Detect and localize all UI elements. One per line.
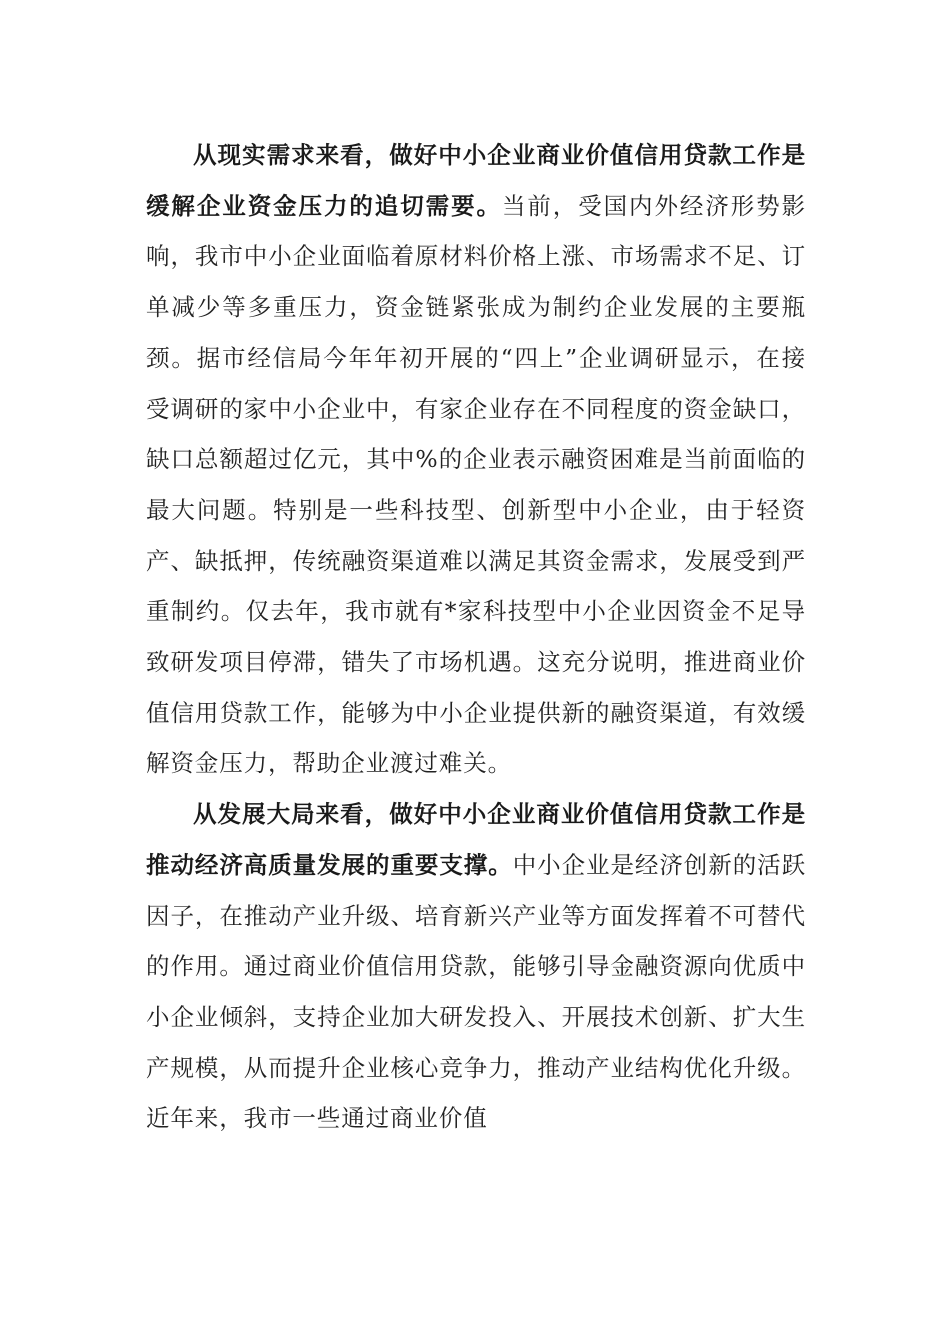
document-body	[146, 130, 806, 1144]
paragraph-1	[146, 130, 806, 789]
paragraph-2	[146, 789, 806, 1144]
paragraph-2-body: 中小企业是经济创新的活跃因子，在推动产业升级、培育新兴产业等方面发挥着不可替代的作用。通过商业价值信用贷款，能够引导金融资源向优质中小企业倾斜，支持企业加大研发投入、开展技术创新、扩大生产规模，从而提升企业核心竞争力，推动产业结构优化升级。近年来，我市一些通过商业价值	[146, 850, 806, 1133]
paragraph-1-lead: 从现实需求来看，做好中小企业商业价值信用贷款工作是缓解企业资金压力的追切需要。	[146, 141, 806, 220]
paragraph-2-lead: 从发展大局来看，做好中小企业商业价值信用贷款工作是推动经济高质量发展的重要支撑。	[146, 800, 806, 879]
paragraph-1-body: 当前，受国内外经济形势影响，我市中小企业面临着原材料价格上涨、市场需求不足、订单减少等多重压力，资金链紧张成为制约企业发展的主要瓶颈。据市经信局今年年初开展的“四上”企业调研显示，在接受调研的家中小企业中，有家企业存在不同程度的资金缺口，缺口总额超过亿元，其中%的企业表示融资困难是当前面临的最大问题。特别是一些科技型、创新型中小企业，由于轻资产、缺抵押，传统融资渠道难以满足其资金需求，发展受到严重制约。仅去年，我市就有*家科技型中小企业因资金不足导致研发项目停滞，错失了市场机遇。这充分说明，推进商业价值信用贷款工作，能够为中小企业提供新的融资渠道，有效缓解资金压力，帮助企业渡过难关。	[146, 191, 806, 778]
